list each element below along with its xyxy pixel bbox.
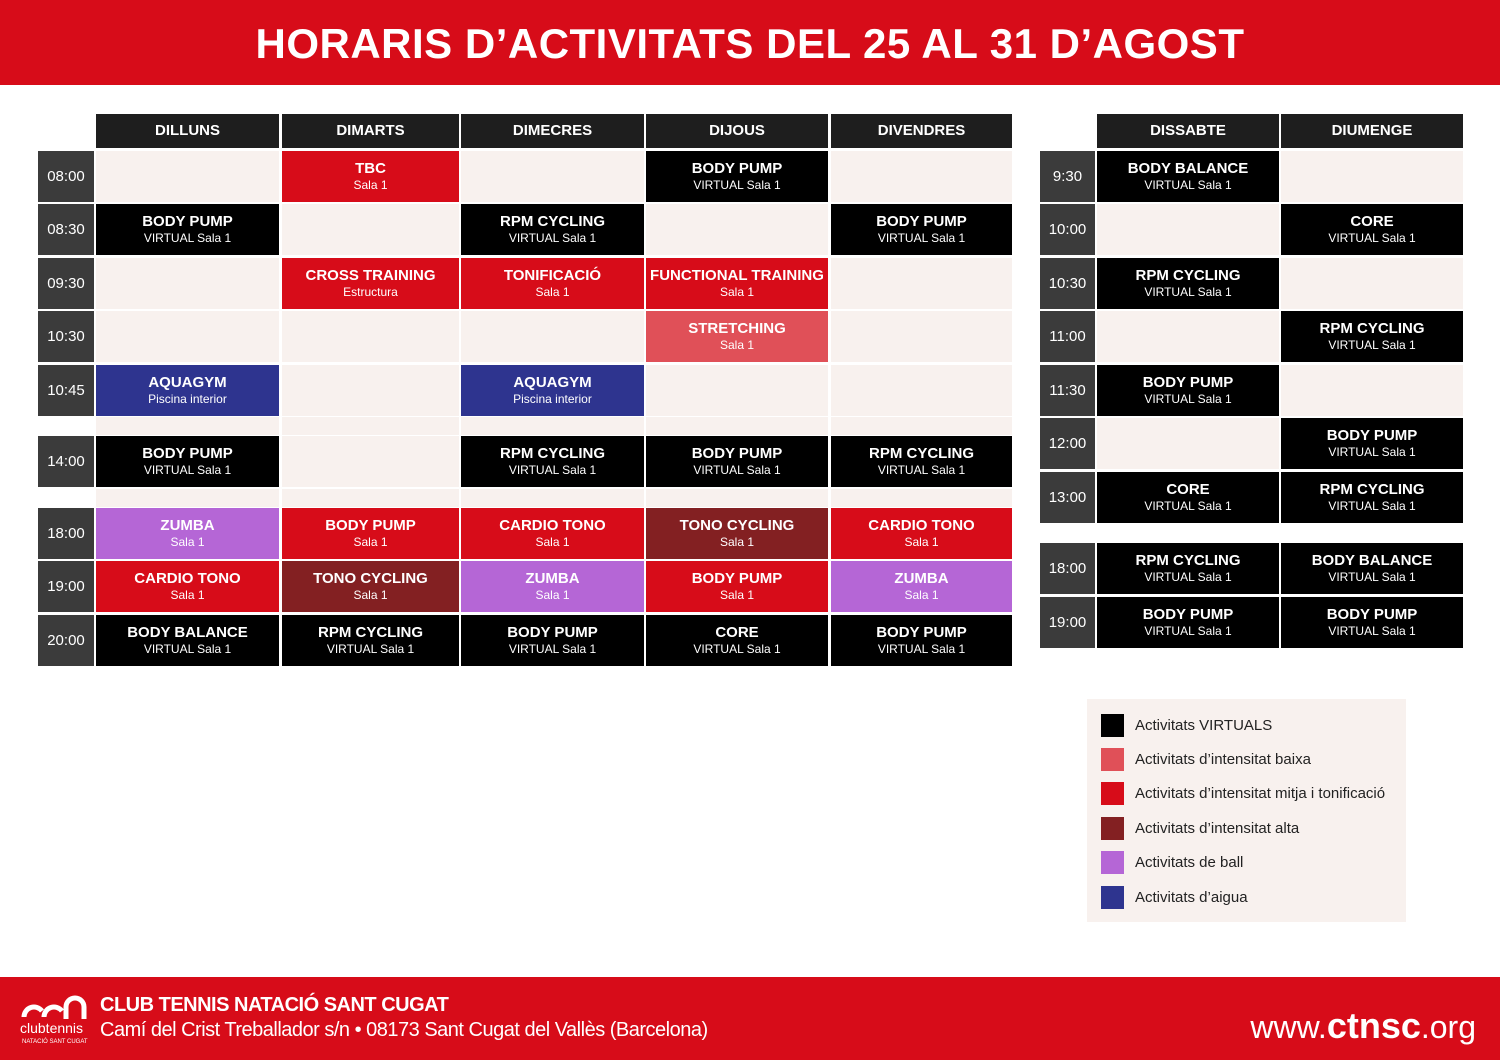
activity-name: BODY PUMP (142, 213, 233, 230)
legend-item-high (1101, 816, 1299, 840)
activity-name: RPM CYCLING (500, 445, 605, 462)
activity-name: CARDIO TONO (134, 570, 241, 587)
activity-room: Sala 1 (535, 535, 570, 549)
club-logo (20, 993, 92, 1045)
activity-cell (1097, 543, 1279, 594)
activity-cell (461, 508, 644, 559)
activity-name: RPM CYCLING (1135, 552, 1241, 569)
activity-cell (96, 561, 279, 612)
empty-cell (831, 311, 1012, 362)
legend-item-water (1101, 885, 1248, 909)
activity-room: VIRTUAL Sala 1 (1328, 445, 1416, 459)
footer (0, 977, 1500, 1060)
activity-name: TONO CYCLING (679, 517, 795, 534)
empty-cell (282, 204, 459, 255)
day-header-dimarts: DIMARTS (282, 114, 459, 148)
time-slot: 09:30 (38, 258, 94, 309)
legend-swatch-water (1101, 886, 1124, 909)
website-link[interactable] (1250, 1005, 1476, 1047)
time-slot: 13:00 (1040, 472, 1095, 523)
activity-room: VIRTUAL Sala 1 (693, 642, 781, 656)
activity-room: VIRTUAL Sala 1 (143, 231, 232, 245)
activity-name: RPM CYCLING (1135, 267, 1241, 284)
web-suffix: .org (1420, 1009, 1476, 1045)
legend-label: Activitats d’intensitat mitja i tonificació (1135, 784, 1386, 802)
activity-room: Sala 1 (353, 535, 388, 549)
empty-cell (646, 365, 828, 416)
legend-swatch-high (1101, 817, 1124, 840)
day-header-diumenge: DIUMENGE (1281, 114, 1463, 148)
activity-cell (96, 436, 279, 487)
activity-room: VIRTUAL Sala 1 (693, 463, 781, 477)
activity-cell (282, 258, 459, 309)
svg-text:NATACIÓ SANT CUGAT: NATACIÓ SANT CUGAT (22, 1039, 88, 1045)
activity-room: VIRTUAL Sala 1 (143, 463, 232, 477)
activity-name: BODY BALANCE (127, 624, 248, 641)
activity-cell (96, 204, 279, 255)
activity-room: VIRTUAL Sala 1 (877, 642, 966, 656)
activity-room: VIRTUAL Sala 1 (1328, 499, 1416, 513)
day-header-dijous: DIJOUS (646, 114, 828, 148)
activity-cell (282, 615, 459, 666)
activity-room: Sala 1 (904, 535, 939, 549)
empty-cell (96, 258, 279, 309)
activity-name: RPM CYCLING (500, 213, 605, 230)
empty-cell (461, 311, 644, 362)
time-slot: 14:00 (38, 436, 94, 487)
empty-cell (831, 151, 1012, 202)
activity-name: BODY PUMP (1142, 374, 1234, 391)
activity-room: VIRTUAL Sala 1 (1144, 624, 1232, 638)
spacer-cell (646, 489, 828, 507)
spacer-cell (461, 489, 644, 507)
activity-room: VIRTUAL Sala 1 (1144, 499, 1232, 513)
activity-room: VIRTUAL Sala 1 (1328, 338, 1416, 352)
activity-name: RPM CYCLING (1319, 320, 1425, 337)
activity-cell (461, 258, 644, 309)
time-slot: 08:00 (38, 151, 94, 202)
activity-cell (282, 151, 459, 202)
activity-room: Sala 1 (719, 338, 755, 352)
activity-room: Sala 1 (170, 535, 205, 549)
activity-room: VIRTUAL Sala 1 (1328, 570, 1416, 584)
empty-cell (1281, 258, 1463, 309)
activity-cell (461, 615, 644, 666)
activity-room: VIRTUAL Sala 1 (1144, 392, 1232, 406)
spacer-cell (282, 417, 459, 435)
time-slot: 11:30 (1040, 365, 1095, 416)
time-slot: 19:00 (38, 561, 94, 612)
day-header-dissabte: DISSABTE (1097, 114, 1279, 148)
activity-name: BODY PUMP (325, 517, 416, 534)
activity-cell (1281, 597, 1463, 648)
legend (1087, 699, 1406, 922)
day-header-dilluns: DILLUNS (96, 114, 279, 148)
activity-room: Sala 1 (535, 588, 570, 602)
time-slot: 12:00 (1040, 418, 1095, 469)
activity-cell (1281, 472, 1463, 523)
time-slot: 10:45 (38, 365, 94, 416)
time-slot: 9:30 (1040, 151, 1095, 202)
activity-name: BODY PUMP (691, 445, 783, 462)
activity-name: RPM CYCLING (1319, 481, 1425, 498)
legend-swatch-low (1101, 748, 1124, 771)
activity-cell (646, 311, 828, 362)
activity-room: VIRTUAL Sala 1 (877, 463, 966, 477)
empty-cell (1097, 311, 1279, 362)
time-slot: 19:00 (1040, 597, 1095, 648)
activity-name: AQUAGYM (148, 374, 227, 391)
day-header-dimecres: DIMECRES (461, 114, 644, 148)
activity-name: BODY PUMP (1326, 427, 1418, 444)
activity-room: Sala 1 (535, 285, 570, 299)
club-name: CLUB TENNIS NATACIÓ SANT CUGAT (100, 994, 449, 1016)
activity-name: RPM CYCLING (869, 445, 974, 462)
legend-swatch-virtual (1101, 714, 1124, 737)
activity-cell (831, 561, 1012, 612)
activity-name: BODY PUMP (876, 213, 967, 230)
activity-name: BODY PUMP (1142, 606, 1234, 623)
activity-name: FUNCTIONAL TRAINING (650, 267, 824, 284)
activity-cell (1281, 543, 1463, 594)
activity-room: VIRTUAL Sala 1 (1144, 285, 1232, 299)
activity-cell (646, 561, 828, 612)
time-slot: 20:00 (38, 615, 94, 666)
activity-name: BODY PUMP (876, 624, 967, 641)
legend-label: Activitats d’intensitat alta (1135, 819, 1300, 837)
activity-cell (96, 508, 279, 559)
activity-room: VIRTUAL Sala 1 (508, 463, 597, 477)
web-domain: ctnsc (1326, 1005, 1421, 1046)
activity-name: BODY BALANCE (1127, 160, 1249, 177)
legend-label: Activitats d’aigua (1135, 888, 1248, 906)
activity-cell (461, 561, 644, 612)
empty-cell (1097, 418, 1279, 469)
empty-cell (831, 365, 1012, 416)
activity-room: VIRTUAL Sala 1 (508, 642, 597, 656)
time-slot: 18:00 (38, 508, 94, 559)
time-slot: 18:00 (1040, 543, 1095, 594)
activity-name: STRETCHING (688, 320, 786, 337)
empty-cell (831, 258, 1012, 309)
activity-room: VIRTUAL Sala 1 (508, 231, 597, 245)
time-slot: 10:00 (1040, 204, 1095, 255)
activity-room: Piscina interior (148, 392, 227, 406)
activity-name: ZUMBA (894, 570, 949, 587)
legend-swatch-dance (1101, 851, 1124, 874)
legend-item-low (1101, 747, 1311, 771)
activity-cell (1281, 418, 1463, 469)
web-prefix: www. (1250, 1009, 1327, 1045)
activity-cell (646, 615, 828, 666)
spacer-cell (96, 489, 279, 507)
activity-cell (461, 436, 644, 487)
spacer-cell (461, 417, 644, 435)
activity-room: Sala 1 (353, 588, 388, 602)
activity-room: VIRTUAL Sala 1 (326, 642, 415, 656)
empty-cell (282, 365, 459, 416)
activity-name: CORE (1350, 213, 1394, 230)
spacer-cell (282, 489, 459, 507)
legend-item-mid (1101, 781, 1385, 805)
activity-cell (1281, 204, 1463, 255)
activity-room: Sala 1 (719, 535, 755, 549)
empty-cell (1097, 204, 1279, 255)
activity-cell (282, 508, 459, 559)
activity-name: TONO CYCLING (313, 570, 428, 587)
empty-cell (646, 204, 828, 255)
activity-cell (646, 508, 828, 559)
activity-cell (461, 365, 644, 416)
activity-name: TBC (355, 160, 386, 177)
page-title: HORARIS D’ACTIVITATS DEL 25 AL 31 D’AGOST (0, 0, 1500, 85)
activity-cell (646, 151, 828, 202)
club-address: Camí del Crist Treballador s/n • 08173 Sant Cugat del Vallès (Barcelona) (100, 1019, 708, 1041)
activity-room: VIRTUAL Sala 1 (693, 178, 781, 192)
activity-name: TONIFICACIÓ (503, 267, 602, 284)
activity-name: CORE (715, 624, 759, 641)
activity-name: RPM CYCLING (318, 624, 423, 641)
spacer-cell (646, 417, 828, 435)
activity-name: AQUAGYM (513, 374, 592, 391)
activity-room: Sala 1 (719, 588, 755, 602)
legend-item-virtual (1101, 713, 1272, 737)
activity-room: Sala 1 (170, 588, 205, 602)
legend-swatch-mid (1101, 782, 1124, 805)
spacer-cell (831, 489, 1012, 507)
spacer-cell (96, 417, 279, 435)
activity-name: CARDIO TONO (499, 517, 606, 534)
empty-cell (282, 436, 459, 487)
activity-cell (831, 615, 1012, 666)
legend-label: Activitats VIRTUALS (1135, 716, 1273, 734)
activity-name: BODY PUMP (142, 445, 233, 462)
activity-name: CORE (1166, 481, 1210, 498)
activity-name: CARDIO TONO (868, 517, 975, 534)
activity-name: BODY PUMP (507, 624, 598, 641)
club-logo-icon (20, 993, 92, 1045)
spacer-cell (831, 417, 1012, 435)
empty-cell (461, 151, 644, 202)
activity-name: CROSS TRAINING (305, 267, 436, 284)
activity-name: BODY PUMP (1326, 606, 1418, 623)
activity-cell (1097, 472, 1279, 523)
activity-room: VIRTUAL Sala 1 (1328, 624, 1416, 638)
activity-room: VIRTUAL Sala 1 (143, 642, 232, 656)
activity-cell (1281, 311, 1463, 362)
time-slot: 11:00 (1040, 311, 1095, 362)
activity-cell (831, 436, 1012, 487)
activity-name: BODY PUMP (691, 570, 783, 587)
activity-room: VIRTUAL Sala 1 (1144, 570, 1232, 584)
time-slot: 08:30 (38, 204, 94, 255)
empty-cell (282, 311, 459, 362)
activity-room: Sala 1 (719, 285, 755, 299)
legend-label: Activitats d’intensitat baixa (1135, 750, 1311, 768)
activity-name: ZUMBA (525, 570, 580, 587)
empty-cell (1281, 151, 1463, 202)
activity-room: VIRTUAL Sala 1 (1328, 231, 1416, 245)
time-slot: 10:30 (1040, 258, 1095, 309)
svg-text:clubtennis: clubtennis (20, 1020, 84, 1036)
activity-room: Sala 1 (904, 588, 939, 602)
activity-name: BODY BALANCE (1311, 552, 1433, 569)
activity-cell (96, 365, 279, 416)
legend-item-dance (1101, 850, 1243, 874)
activity-name: BODY PUMP (691, 160, 783, 177)
activity-cell (646, 258, 828, 309)
activity-cell (282, 561, 459, 612)
empty-cell (1281, 365, 1463, 416)
empty-cell (96, 311, 279, 362)
activity-cell (831, 508, 1012, 559)
activity-cell (1097, 365, 1279, 416)
activity-cell (1097, 151, 1279, 202)
activity-cell (1097, 597, 1279, 648)
activity-room: Sala 1 (353, 178, 388, 192)
activity-room: Estructura (343, 285, 398, 299)
activity-cell (461, 204, 644, 255)
time-slot: 10:30 (38, 311, 94, 362)
legend-label: Activitats de ball (1135, 853, 1244, 871)
activity-cell (646, 436, 828, 487)
activity-cell (96, 615, 279, 666)
activity-room: VIRTUAL Sala 1 (1144, 178, 1232, 192)
activity-cell (831, 204, 1012, 255)
activity-room: VIRTUAL Sala 1 (877, 231, 966, 245)
activity-name: ZUMBA (160, 517, 215, 534)
activity-cell (1097, 258, 1279, 309)
empty-cell (96, 151, 279, 202)
day-header-divendres: DIVENDRES (831, 114, 1012, 148)
activity-room: Piscina interior (513, 392, 592, 406)
